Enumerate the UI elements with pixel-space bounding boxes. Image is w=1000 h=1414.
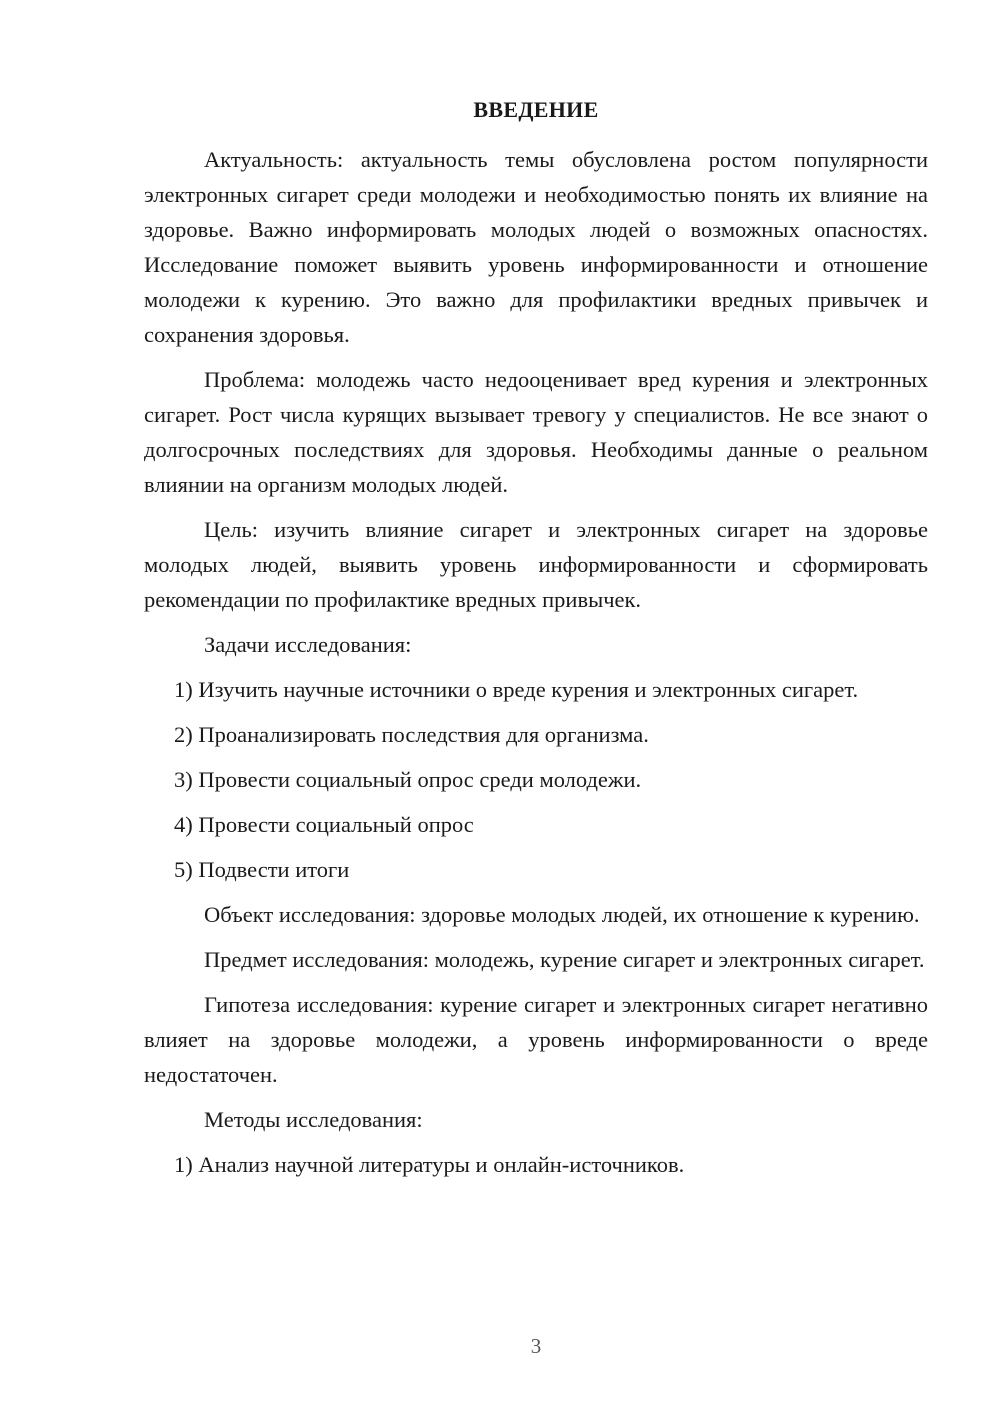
methods-heading: Методы исследования: [204,1107,423,1132]
task-item: 2) Проанализировать последствия для организма. [174,722,649,747]
page-number: 3 [530,1334,542,1358]
task-item: 1) Изучить научные источники о вреде курения и электронных сигарет. [174,677,859,702]
section-title: ВВЕДЕНИЕ [473,97,599,122]
task-item: 3) Провести социальный опрос среди молодежи. [174,767,642,792]
subject-paragraph: Предмет исследования: молодежь, курение сигарет и электронных сигарет. [204,947,925,972]
method-item: 1) Анализ научной литературы и онлайн-источников. [174,1152,685,1177]
hypothesis-paragraph: Гипотеза исследования: курение сигарет и электронных сигарет негативно влияет на здоровье молодежи, а уровень информированности о вреде недостаточен. [144,992,928,1087]
goal-paragraph: Цель: изучить влияние сигарет и электронных сигарет на здоровье молодых людей, выявить уровень информированности и сформировать рекомендации по профилактике вредных привычек. [144,517,928,612]
relevance-paragraph: Актуальность: актуальность темы обусловлена ростом популярности электронных сигарет среди молодежи и необходимостью понять их влияние на здоровье. Важно информировать молодых людей о возможных опасностях. Исследование поможет выявить уровень информированности и отношение молодежи к курению. Это важно для профилактики вредных привычек и сохранения здоровья. [144,147,928,347]
tasks-heading: Задачи исследования: [204,632,412,657]
document-body [144,142,928,1182]
task-item: 4) Провести социальный опрос [174,812,474,837]
object-paragraph: Объект исследования: здоровье молодых людей, их отношение к курению. [204,902,920,927]
problem-paragraph: Проблема: молодежь часто недооценивает вред курения и электронных сигарет. Рост числа курящих вызывает тревогу у специалистов. Не все знают о долгосрочных последствиях для здоровья. Необходимы данные о реальном влиянии на организм молодых людей. [144,367,928,497]
task-item: 5) Подвести итоги [174,857,350,882]
